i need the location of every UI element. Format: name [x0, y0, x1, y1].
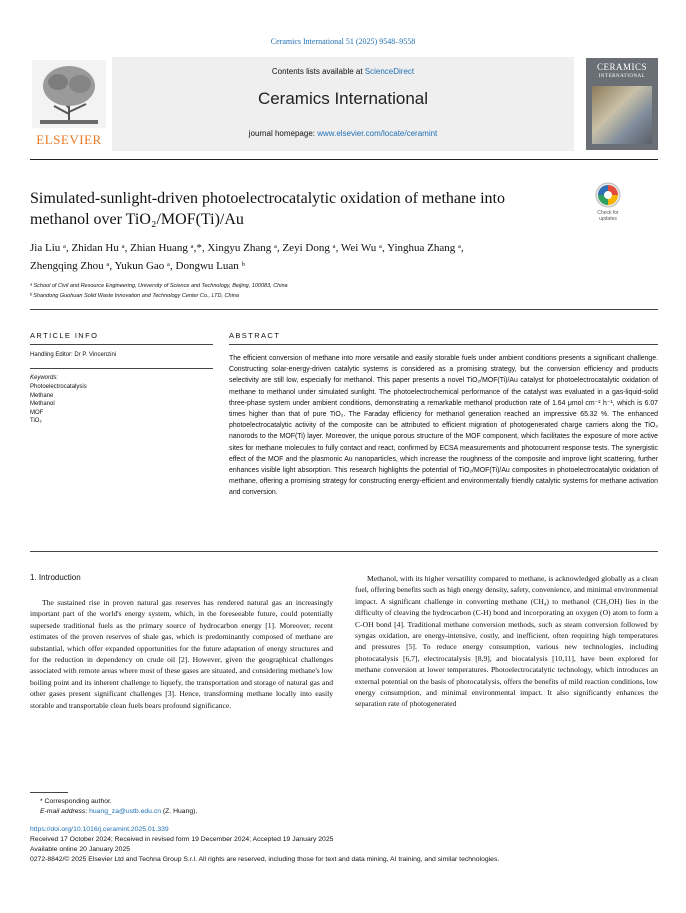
title-line-2: methanol over TiO₂/MOF(Ti)/Au: [30, 211, 244, 228]
check-for-updates-badge[interactable]: [588, 181, 628, 225]
email-line: [40, 807, 197, 817]
email-link[interactable]: huang_za@ustb.edu.cn: [89, 808, 162, 815]
copyright-line: 0272-8842/© 2025 Elsevier Ltd and Techna Group S.r.l. All rights are reserved, including those for text and data mining, AI training, and similar technologies.: [30, 856, 500, 863]
keywords-label: Keywords:: [30, 375, 59, 381]
journal-homepage: [112, 129, 574, 138]
affiliation-a: ᵃ School of Civil and Resource Engineering, University of Science and Technology, Beijing, 100083, China: [30, 283, 288, 289]
elsevier-logo: [30, 58, 108, 148]
cover-subtitle: INTERNATIONAL: [598, 74, 646, 79]
footnote-rule: [30, 792, 68, 793]
header-divider: [30, 159, 658, 160]
authors-line-1: Jia Liu ᵃ, Zhidan Hu ᵃ, Zhian Huang ᵃ,*, Xingyu Zhang ᵃ, Zeyi Dong ᵃ, Wei Wu ᵃ, Yinghua Zhang ᵃ,: [30, 242, 464, 254]
history-available: Available online 20 January 2025: [30, 846, 131, 853]
authors-line-2: Zhengqing Zhou ᵃ, Yukun Gao ᵃ, Dongwu Luan ᵇ: [30, 260, 245, 272]
abstract-text: The efficient conversion of methane into more versatile and easily storable fuels under ambient conditions presents a significant challenge. Constructing solar-energy-driven catalytic systems is considered as a promising strategy, but the conversion efficiency and products selectivity are still low, especially for methanol. This paper presents a novel TiO₂/MOF(Ti)/Au catalyst for photoelectrocatalytic oxidation of methane to methanol under simulated sunlight. The photoelectrochemical performance of the catalyst was evaluated in a gas-liquid-solid three-phase system under ambient conditions, demonstrating a remarkable methanol production rate of 1.64 μmol cm⁻² h⁻¹, which is 6.07 times higher than that of pure TiO₂. The Faraday efficiency for methanol generation reached an impressive 65.32 %. The enhanced photoelectrocatalytic activity of the composite can be attributed to efficient migration of photogenerated charge carriers along the TiO₂ nanorods to the MOF(Ti) layer. Moreover, the unique porous structure of the MOF component, which facilitates the exposure of more active sites for methane molecules to fully contact and react, confirmed by ECSA measurements and photocurrent response tests. The synergistic effect of the MOF and the plasmonic Au nanoparticles, which increase the roughness of the composite and improve light scattering, further enhances visible light absorption. This research highlights the potential of TiO₂/MOF(Ti)/Au composites in photoelectrocatalytic oxidation of methane, offering a promising strategy for constructing energy-efficient and environmentally friendly catalytic systems for methane activation and conversion.: [229, 355, 658, 497]
journal-cover: [586, 58, 658, 150]
corresponding-note: * Corresponding author.: [40, 798, 112, 805]
keyword: MOF: [30, 409, 44, 416]
author-list: [30, 239, 590, 275]
abstract-rule: [229, 344, 658, 345]
contents-line: [112, 67, 574, 76]
abstract-bottom-divider: [30, 551, 658, 552]
title-line-1: Simulated-sunlight-driven photoelectrocatalytic oxidation of methane into: [30, 190, 505, 207]
contents-prefix: Contents lists available at: [271, 67, 365, 76]
abstract-heading: ABSTRACT: [229, 331, 281, 340]
email-label: E-mail address:: [40, 808, 90, 815]
homepage-link[interactable]: www.elsevier.com/locate/ceramint: [317, 129, 438, 138]
editor-rule: [30, 368, 213, 369]
keyword: Photoelectrocatalysis: [30, 384, 87, 390]
intro-heading: 1. Introduction: [30, 573, 81, 582]
article-info-rule: [30, 344, 213, 345]
affiliation-b: ᵇ Shandong Guohuan Solid Waste Innovation and Technology Center Co., LTD, China: [30, 293, 239, 299]
affiliation-divider: [30, 309, 658, 310]
intro-paragraph-2: Methanol, with its higher versatility compared to methane, is acknowledged globally as a clean fuel, offering benefits such as high energy density, safety, convenience, and minimal environmental impact. A significant challenge in converting methane (CH₄) to methanol (CH₃OH) lies in the difficulty of cleaving the hydrocarbon (C-H) bond and incorporating an oxygen (O) atom to form a C-OH bond [4]. Traditional methane conversion methods, such as steam conversion followed by syngas oxidation, are energy-intensive, costly, and inefficient, often requiring high temperatures and pressures [5]. To reduce energy consumption, various new technologies, including photocatalysis [6,7], electrocatalysis [8,9], and biocatalysis [10,11], have been explored for methane conversion at lower temperatures. Photoelectrocatalytic technology, which introduces an external potential on the basis of photocatalysis, offers the benefits of mild reaction conditions, low energy consumption, and minimal environmental impact. It also significantly enhances the separation rate of photogenerated: [355, 574, 658, 709]
doi-link[interactable]: https://doi.org/10.1016/j.ceramint.2025.01.339: [30, 826, 169, 833]
check-updates-label: Check for updates: [597, 210, 619, 222]
keyword: Methanol: [30, 401, 55, 407]
journal-title: Ceramics International: [257, 89, 429, 108]
homepage-prefix: journal homepage:: [248, 129, 318, 138]
keyword-list: [30, 383, 87, 426]
keyword: TiO₂: [30, 418, 42, 424]
article-title: [30, 188, 570, 230]
check-updates-icon: [588, 181, 628, 211]
cover-title: CERAMICS: [596, 62, 647, 72]
handling-editor: Handling Editor: Dr P. Vincenzini: [30, 352, 117, 358]
sciencedirect-link[interactable]: ScienceDirect: [364, 67, 415, 76]
doi-line: [30, 825, 169, 835]
intro-paragraph-1: The sustained rise in proven natural gas reserves has rendered natural gas an increasingly important part of the world's energy system, which, in the foreseeable future, could potentially supersede traditional fuels as the primary source of hydrocarbon energy [1]. Moreover, recent estimates of the proven reserves of shale gas, which is predominantly composed of methane are substantial, which offer expanded opportunities for the future adaptation of energy structures and for the reduction in dependency on crude oil [2]. However, given the geographical challenges associated with remote areas where most of these gases are situated, and considering methane's low boiling point and its inherent challenge to liquefy, the transportation and storage of natural gas and other gases present significant challenges [3]. Hence, transforming methane locally into easily storable and transportable clean fuels bears profound significance.: [30, 598, 333, 710]
history-received: Received 17 October 2024; Received in revised form 19 December 2024; Accepted 19 January 2025: [30, 836, 334, 843]
email-suffix: (Z. Huang).: [161, 808, 198, 815]
journal-citation[interactable]: Ceramics International 51 (2025) 9548–9558: [270, 37, 416, 46]
keyword: Methane: [30, 392, 54, 399]
article-info-heading: ARTICLE INFO: [30, 331, 99, 340]
cover-image: [592, 86, 652, 144]
publisher-name: ELSEVIER: [36, 132, 102, 147]
